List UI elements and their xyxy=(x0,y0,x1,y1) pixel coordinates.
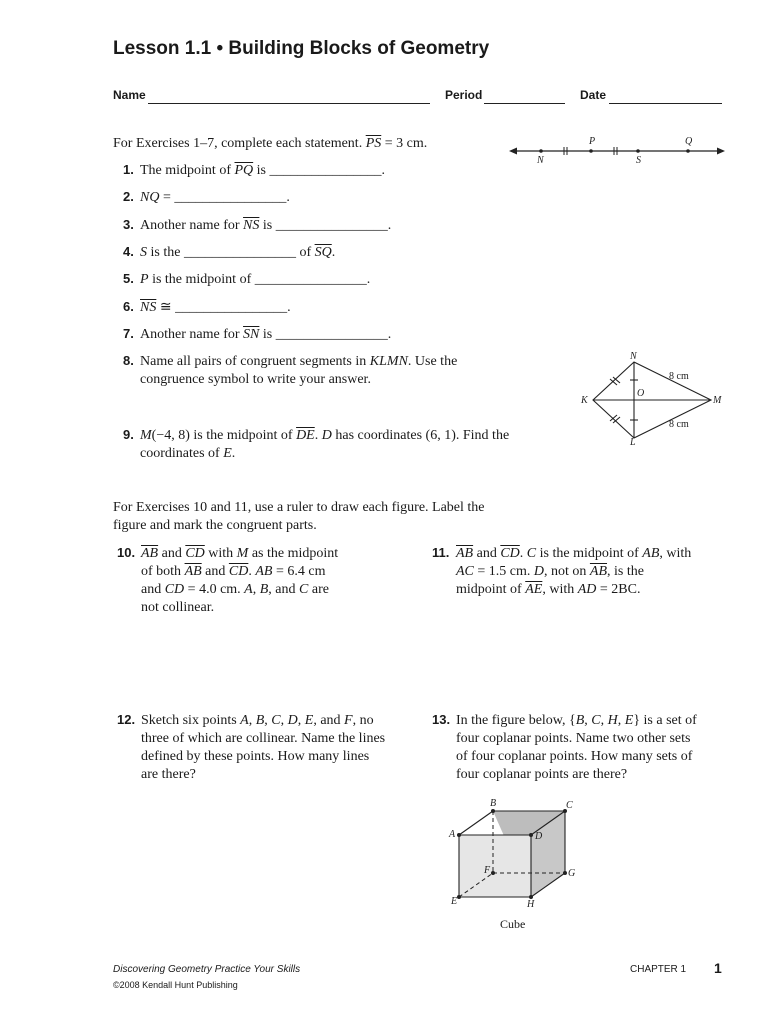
exercise-text: is the ________________ of xyxy=(147,244,315,260)
exercise-number: 7. xyxy=(123,325,134,341)
point-p xyxy=(589,149,593,153)
exercise-11 xyxy=(432,544,691,599)
exercise-9-line-1: M(−4, 8) is the midpoint of $\overline{DE}$. D has coordinates (6, 1). Find the xyxy=(140,428,510,443)
date-label: Date xyxy=(580,88,607,102)
label-o: O xyxy=(637,388,645,399)
exercise-text: $\overline{PQ}$ xyxy=(234,163,254,178)
exercise-number: 8. xyxy=(123,353,134,368)
exercise-text: Another name for xyxy=(140,326,244,342)
exercise-text: is ________________. xyxy=(259,217,392,233)
exercise-13-line: of four coplanar points. How many sets of xyxy=(456,749,693,764)
exercise-10-line: and CD = 4.0 cm. A, B, and C are xyxy=(141,582,329,597)
label-l: L xyxy=(630,437,636,446)
exercise-text: = ________________. xyxy=(159,190,290,206)
exercise-number: 10. xyxy=(117,545,136,560)
exercise-11-line: AC = 1.5 cm. D, not on $\overline{AB}$, is the xyxy=(456,564,644,579)
exercise-12-line: defined by these points. How many lines xyxy=(141,749,370,764)
arrow-left-icon xyxy=(509,148,517,155)
exercise-8-line-1: Name all pairs of congruent segments in KLMN. Use the xyxy=(140,354,458,369)
exercise-6 xyxy=(123,298,291,317)
intro-2-line-2: figure and mark the congruent parts. xyxy=(113,518,317,533)
exercise-text: NQ xyxy=(140,190,160,206)
length-label-top: 8 cm xyxy=(669,371,689,382)
name-field[interactable] xyxy=(148,89,430,104)
label-m: M xyxy=(713,395,722,406)
exercise-10-line: of both $\overline{AB}$ and $\overline{CD}$. AB = 6.4 cm xyxy=(141,564,326,579)
exercise-number: 2. xyxy=(123,189,134,205)
exercise-number: 9. xyxy=(123,427,134,442)
exercise-number: 11. xyxy=(432,545,450,560)
exercise-text: P xyxy=(140,272,149,288)
exercise-11-line: $\overline{AB}$ and $\overline{CD}$. C is the midpoint of AB, with xyxy=(456,546,692,561)
label-e: E xyxy=(451,896,458,907)
kite-figure xyxy=(577,350,732,446)
label-p: P xyxy=(589,136,596,147)
exercise-1 xyxy=(123,161,385,180)
label-g: G xyxy=(568,868,576,879)
intro-text-end: = 3 cm. xyxy=(381,136,428,151)
exercise-13-line: four coplanar points. Name two other sets xyxy=(456,731,691,746)
exercise-13 xyxy=(432,711,697,784)
exercise-4 xyxy=(123,243,335,262)
exercise-text: is ________________. xyxy=(259,326,392,342)
page-title: Lesson 1.1 • Building Blocks of Geometry xyxy=(113,38,490,59)
exercise-text: The midpoint of xyxy=(140,163,235,178)
exercise-text: is ________________. xyxy=(253,163,386,178)
exercise-text: Another name for xyxy=(140,217,244,233)
exercise-text: $\overline{NS}$ xyxy=(243,217,260,233)
label-n: N xyxy=(630,351,637,362)
exercise-number: 5. xyxy=(123,271,134,287)
exercise-number: 1. xyxy=(123,162,134,177)
exercise-7 xyxy=(123,325,391,344)
exercise-text: $\overline{SN}$ xyxy=(243,326,260,342)
exercise-number: 6. xyxy=(123,298,134,314)
exercise-number: 12. xyxy=(117,712,136,727)
cube-figure xyxy=(445,795,585,915)
exercise-9 xyxy=(123,426,509,463)
label-n: N xyxy=(537,155,544,166)
exercise-9-line-2: coordinates of E. xyxy=(140,446,236,461)
exercise-3 xyxy=(123,216,391,235)
exercise-10-line: not collinear. xyxy=(141,600,215,615)
exercise-13-line: four coplanar points are there? xyxy=(456,767,628,782)
intro-exercises-1-7 xyxy=(113,135,427,153)
exercise-text: ≅ ________________. xyxy=(156,299,291,315)
period-label: Period xyxy=(445,88,483,102)
exercise-11-line: midpoint of $\overline{AE}$, with AD = 2BC. xyxy=(456,582,641,597)
point-n xyxy=(539,149,543,153)
label-c: C xyxy=(566,800,573,811)
exercise-text: . xyxy=(331,244,336,260)
exercise-number: 4. xyxy=(123,243,134,259)
exercise-text: S xyxy=(140,244,147,260)
exercise-8-line-2: congruence symbol to write your answer. xyxy=(140,372,371,387)
date-field[interactable] xyxy=(609,89,722,104)
intro-segment: $\overline{PS}$ xyxy=(365,136,382,151)
exercise-text: is the midpoint of ________________. xyxy=(148,272,371,288)
exercise-2 xyxy=(123,188,290,207)
exercise-number: 13. xyxy=(432,712,451,727)
cube-front-face xyxy=(459,835,531,897)
exercise-12 xyxy=(117,711,385,784)
label-a: A xyxy=(449,829,456,840)
exercise-13-line: In the figure below, {B, C, H, E} is a set of xyxy=(456,713,697,728)
intro-exercises-10-11 xyxy=(113,499,485,535)
exercise-text: $\overline{SQ}$ xyxy=(314,244,332,260)
label-h: H xyxy=(527,899,535,910)
exercise-12-line: three of which are collinear. Name the lines xyxy=(141,731,386,746)
exercise-5 xyxy=(123,270,370,289)
label-f: F xyxy=(484,865,491,876)
footer-chapter: CHAPTER 1 xyxy=(630,964,687,975)
point-s xyxy=(636,149,640,153)
length-label-bottom: 8 cm xyxy=(669,419,689,430)
label-k: K xyxy=(581,395,588,406)
exercise-8 xyxy=(123,352,457,389)
exercise-number: 3. xyxy=(123,216,134,232)
intro-2-line-1: For Exercises 10 and 11, use a ruler to draw each figure. Label the xyxy=(113,500,485,515)
exercise-12-line: are there? xyxy=(141,767,196,782)
page-number: 1 xyxy=(714,960,722,976)
arrow-right-icon xyxy=(717,148,725,155)
label-b: B xyxy=(490,798,497,809)
name-label: Name xyxy=(113,88,146,102)
point-q xyxy=(686,149,690,153)
intro-text: For Exercises 1–7, complete each statement. xyxy=(113,136,366,151)
exercise-12-line: Sketch six points A, B, C, D, E, and F, no xyxy=(141,713,374,728)
exercise-10-line: $\overline{AB}$ and $\overline{CD}$ with M as the midpoint xyxy=(141,546,339,561)
exercise-10 xyxy=(117,544,338,617)
period-field[interactable] xyxy=(484,89,565,104)
cube-caption: Cube xyxy=(500,917,526,931)
footer-copyright: ©2008 Kendall Hunt Publishing xyxy=(113,980,238,990)
label-d: D xyxy=(535,831,543,842)
exercise-text: $\overline{NS}$ xyxy=(140,299,157,315)
label-q: Q xyxy=(685,136,693,147)
label-s: S xyxy=(636,155,641,166)
number-line-figure xyxy=(505,132,727,168)
footer-book-title: Discovering Geometry Practice Your Skills xyxy=(113,964,301,975)
